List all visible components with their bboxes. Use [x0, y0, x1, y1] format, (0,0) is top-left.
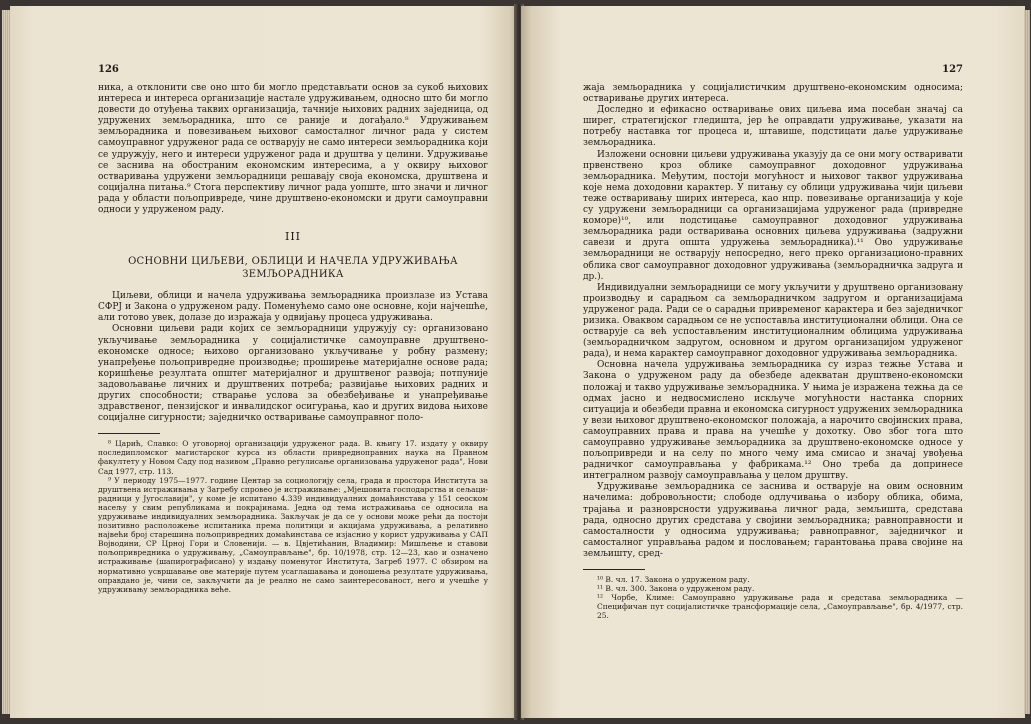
paragraph: Удруживање земљорадника се заснива и остварује на овим основним начелима: добровољности; слободе одлучивања о избору облика, обима, трајања и разноврсности удруживања личног рада, земљишта, средстава рада, односно других средстава у својини земљорадника; равноправности и самосталности у односима удруживања; равноправног, заједничког и самосталног управљања радом и пословањем; гарантовања права својине на земљишту, сред-	[583, 482, 963, 559]
footnote-9: ⁹ У периоду 1975—1977. године Центар за социологију села, града и простора Института за друштвена истраживања у Загребу спровео је истраживање: „Мјешовита господарства и сељаци-радници у Југославији", у коме је испитано 4.339 индивидуалних домаћинстава у 151 сеоском насељу у свим републикама и покрајинама. Једна од тема истраживања се односила на удруживање индивидуалних земљорадника. Закључак је да се у основи може рећи да постоји позитивно расположење испитаника према политици и акцијама удруживања, а релативно највећи број старешина пољопривредних домаћинстава се изјаснио у корист удруживања у САП Војводини, СР Црној Гори и Словенији. — в. Цвјетићанин, Владимир: Мишљење и ставови пољопривредника о удруживању, „Самоуправљање", бр. 10/1978, стр. 12—23, као и означено истраживање (шапирографисано) у издању поменутог Института, Загреб 1977. С обзиром на нормативно усвршавање ове материје путем усаглашавања и доношења резултате удруживања, оправдано је, чини се, закључити да је реално не само заинтересованост, него и учешће у удруживању земљорадника веће.	[98, 475, 488, 594]
footnotes	[583, 575, 963, 620]
paragraph: Изложени основни циљеви удруживања указују да се они могу остваривати првенствено кроз облике самоуправног доходовног удруживања земљорадника. Међутим, постоји могућност и њиховог таквог удруживања које нема доходовни карактер. У питању су облици удруживања чији циљеви теже остваривању ширих интереса, као нпр. повезивање организација у које су удружени земљорадници са организацијама удруженог рада (привредне коморе)¹⁰, или подстицање самоуправног доходовног удруживања земљорадника ради остваривања основних циљева удруживања (задружни савези и друга општа удружења земљорадника).¹¹ Ово удруживање земљорадници не остварују непосредно, него преко организационо-правних облика свог самоуправног доходовног удруживања (земљорадничка задруга и др.).	[583, 149, 963, 282]
paragraph: Циљеви, облици и начела удруживања земљорадника произлазе из Устава СФРЈ и Закона о удруженом раду. Поменућемо само оне основне, који најчешће, али готово увек, долазе до изражаја у одвијању процеса удруживања.	[98, 291, 488, 324]
page-number: 126	[98, 64, 119, 75]
page-edges-right	[1024, 10, 1030, 714]
paragraph: Основна начела удруживања земљорадника су израз тежње Устава и Закона о удруженом раду да обезбеде адекватан друштвено-економски положај и такво удруживање земљорадника. У њима је изражена тежња да се одмах јасно и недвосмислено искључе могућности настанка спорних ситуација и обезбеди правна и економска сигурност удружених земљорадника у вези њиховог друштвено-економског положаја, а нарочито својинских права, самоуправних права и права на учешће у дохотку. Ово због тога што самоуправно удруживање земљорадника за друштвено-економске односе у пољопривреди и на селу по много чему има смисао и значај увођења радничког самоуправљања у фабрикама.¹² Оно треба да допринесе интегралном развоју самоуправљања у целом друштву.	[583, 360, 963, 482]
right-page	[521, 6, 1025, 718]
left-page	[10, 6, 518, 718]
page-number: 127	[942, 64, 963, 75]
chapter-number: III	[284, 230, 302, 244]
paragraph: жаја земљорадника у социјалистичким друштвено-економским односима; остваривање других интереса.	[583, 83, 963, 105]
footnote-11: ¹¹ В. чл. 300. Закона о удруженом раду.	[597, 584, 755, 594]
paragraph: Основни циљеви ради којих се земљорадници удружују су: организовано укључивање земљорадника у социјалистичке самоуправне друштвено-економске односе; њихово организовано укључивање у робну размену; унапређење пољопривредне производње; проширење материјалне основе рада; коришћење резултата општег материјалног и друштвеног развоја; потпуније задовољавање личних и друштвених потреба; развијање њихових радних и других способности; стварање услова за обезбеђивање и унапређивање здравственог, пензијског и инвалидског осигурања, као и других видова њихове социјалне сигурности; заједничко остваривање самоуправног поло-	[98, 324, 488, 424]
footnote-10: ¹⁰ В. чл. 17. Закона о удруженом раду.	[597, 575, 750, 585]
paragraph: ника, а отклонити све оно што би могло представљати основ за сукоб њихових интереса и интереса организације настале удруживањем, односно што би могло довести до отуђења таквих организација, тачније њихових радних заједница, од удружених земљорадника, што се раније и догађало.⁸ Удруживањем земљорадника и повезивањем њиховог самосталног личног рада у систем самоуправног удруженог рада се остварују не само интереси земљорадника који се удружују, него и интереси удруженог рада и друштва у целини. Удруживање се заснива на обостраним економским интересима, а у оквиру њиховог остваривања удружени земљорадници решавају своја економска, друштвена и социјална питања.⁹ Стога перспективу личног рада уопште, што значи и личног рада у области пољопривреде, чине друштвено-економски и други самоуправни односи у удруженом раду.	[98, 83, 488, 216]
paragraph: Индивидуални земљорадници се могу укључити у друштвено организовану производњу и сарадњом са земљорадничком задругом и организацијама удруженог рада. Ради се о сарадњи привременог карактера и без заједничког ризика. Оваквом сарадњом се не успоставља институционални облици. Она се остварује са већ успостављеним институционалним облицима удруживања (земљорадничком задругом, основном и другом организацијом удруженог рада), и нема карактер самоуправног доходовног удруживања земљорадника.	[583, 282, 963, 360]
footnotes	[98, 439, 488, 594]
chapter-title: ОСНОВНИ ЦИЉЕВИ, ОБЛИЦИ И НАЧЕЛА УДРУЖИВАЊА ЗЕМЉОРАДНИКА	[128, 256, 458, 281]
footnote-rule	[98, 433, 160, 434]
footnote-8: ⁸ Царић, Славко: О уговорној организацији удруженог рада. В. књигу 17. издату у оквиру последипломског магистарског курса из области привредноправних наука на Правном факултету у Новом Саду под називом „Правно регулисање организовања удруженог рада", Нови Сад 1977, стр. 113.	[98, 439, 488, 476]
footnote-12: ¹² Чорбе, Климе: Самоуправно удруживање рада и средстава земљорадника — Специфичан пут социјалистичке трансформације села, „Самоуправљање", бр. 4/1977, стр. 25.	[597, 593, 963, 621]
paragraph: Доследно и ефикасно остваривање ових циљева има посебан значај са ширег, стратегијског гледишта, јер ће оправдати удруживање, указати на потребу наставка тог процеса и, штавише, подстицати даље удруживање земљорадника.	[583, 105, 963, 149]
footnote-rule	[583, 569, 645, 570]
chapter-heading	[98, 230, 488, 281]
